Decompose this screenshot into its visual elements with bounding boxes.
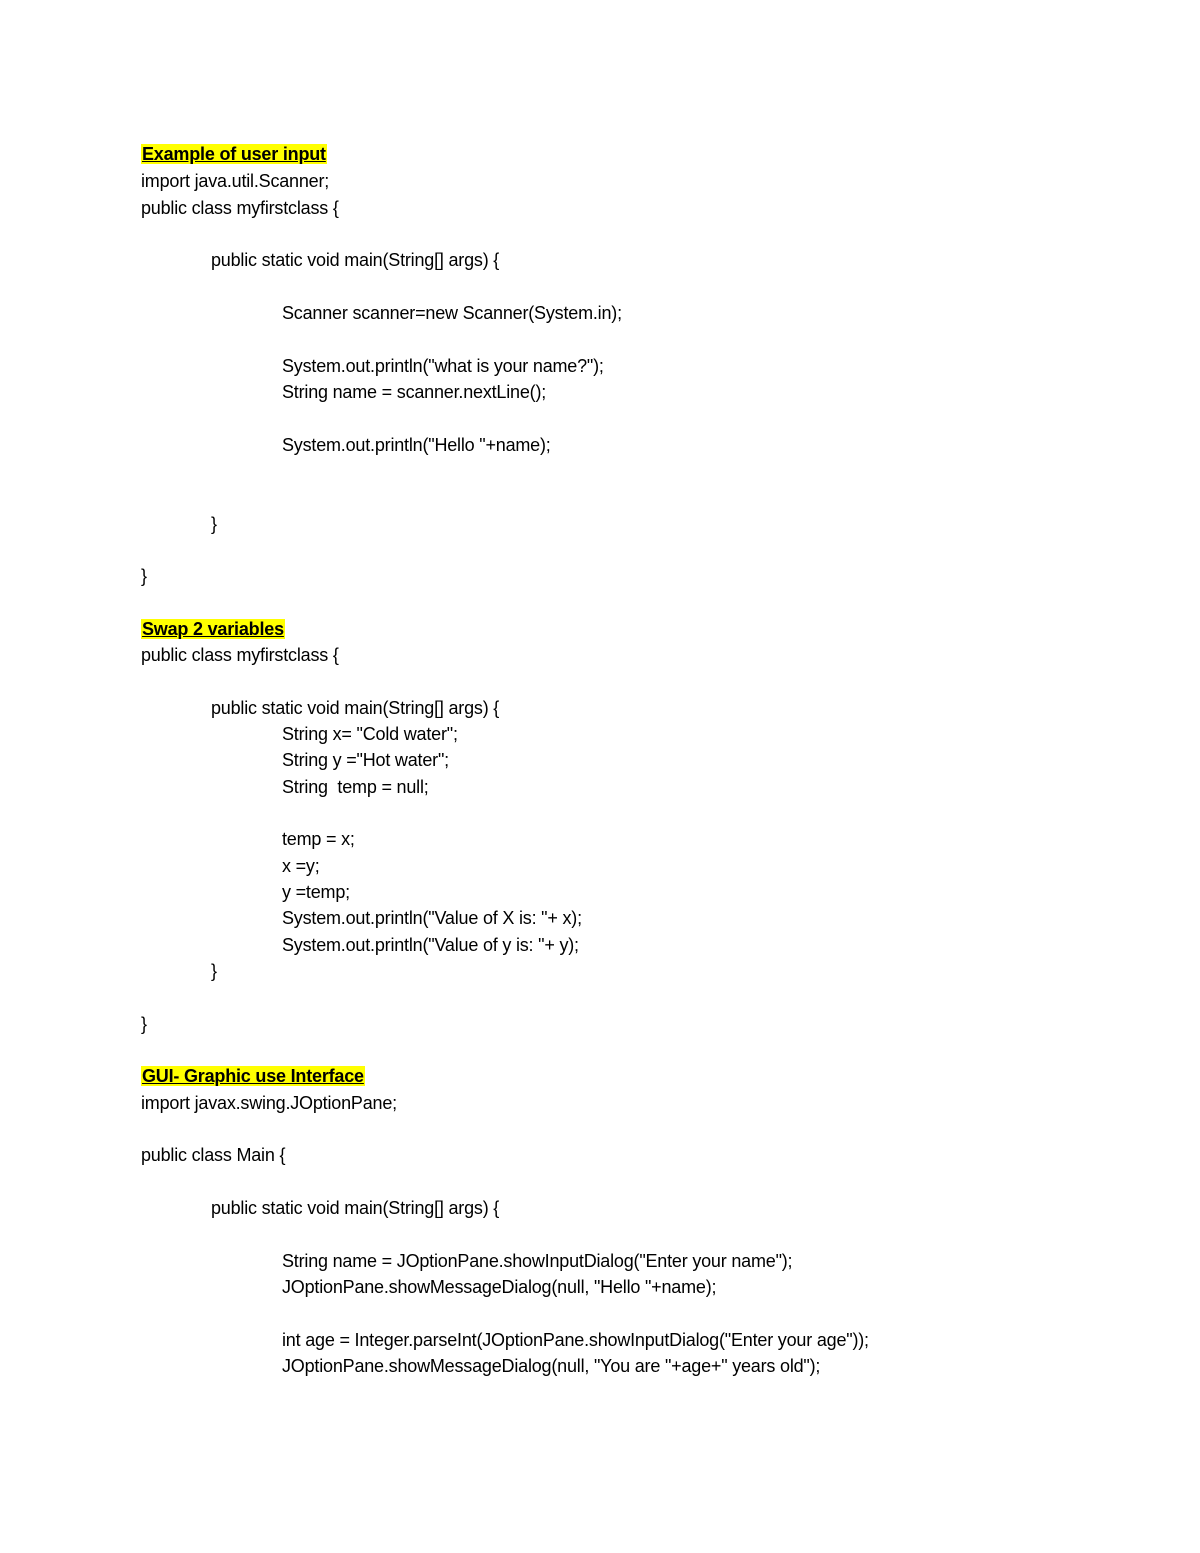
code-line: System.out.println("Value of y is: "+ y);: [282, 935, 579, 955]
code-line: public class myfirstclass {: [141, 645, 339, 665]
code-line: Scanner scanner=new Scanner(System.in);: [282, 303, 622, 323]
code-line: temp = x;: [282, 829, 355, 849]
code-line: JOptionPane.showMessageDialog(null, "Hello "+name);: [282, 1277, 717, 1297]
code-line: int age = Integer.parseInt(JOptionPane.showInputDialog("Enter your age"));: [282, 1330, 869, 1350]
code-line: import java.util.Scanner;: [141, 171, 330, 191]
code-line: }: [141, 566, 147, 586]
code-line: System.out.println("Hello "+name);: [282, 435, 551, 455]
code-line: String name = scanner.nextLine();: [282, 382, 547, 402]
code-line: public static void main(String[] args) {: [211, 698, 500, 718]
code-line: x =y;: [282, 856, 320, 876]
code-line: public static void main(String[] args) {: [211, 250, 500, 270]
code-line: public class Main {: [141, 1145, 286, 1165]
code-line: public static void main(String[] args) {: [211, 1198, 500, 1218]
code-line: import javax.swing.JOptionPane;: [141, 1093, 397, 1113]
code-line: String name = JOptionPane.showInputDialog("Enter your name");: [282, 1251, 793, 1271]
code-line: }: [211, 514, 217, 534]
code-line: }: [141, 1014, 147, 1034]
code-line: public class myfirstclass {: [141, 198, 339, 218]
code-line: System.out.println("what is your name?");: [282, 356, 604, 376]
code-line: String x= "Cold water";: [282, 724, 458, 744]
heading-highlight: Swap 2 variables: [142, 619, 284, 639]
section-heading-gui: [141, 1064, 365, 1088]
code-line: String temp = null;: [282, 777, 429, 797]
heading-highlight: GUI- Graphic use Interface: [142, 1066, 364, 1086]
section-heading-user-input: [141, 142, 327, 166]
code-line: }: [211, 961, 217, 981]
code-line: y =temp;: [282, 882, 350, 902]
heading-highlight: Example of user input: [142, 144, 326, 164]
section-heading-swap-variables: [141, 617, 285, 641]
code-line: JOptionPane.showMessageDialog(null, "You are "+age+" years old");: [282, 1356, 821, 1376]
code-line: System.out.println("Value of X is: "+ x);: [282, 908, 582, 928]
code-line: String y ="Hot water";: [282, 750, 449, 770]
